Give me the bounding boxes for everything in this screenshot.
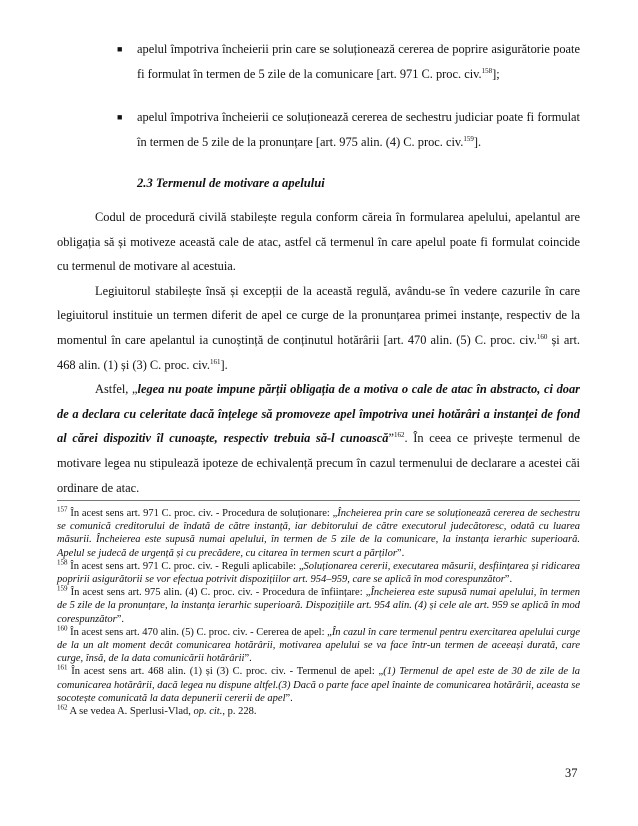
footnote-ref[interactable]: 159 — [463, 134, 474, 143]
footnote: $^{159}$ În acest sens art. 975 alin. (4) C. proc. civ. - Procedura de înființare: „Încheierea este supusă numai apelului, în termen de 5 zile de la pronunțare, la instanța ierarhic superioară. Dispozițiile art. 954 alin. (4) și cele ale art. 959 se aplică în mod corespunzător”. — [57, 584, 580, 625]
bullet-marker: ■ — [117, 112, 123, 122]
footnote-ref[interactable]: 162 — [394, 431, 405, 440]
footnote: $^{162}$ A se vedea A. Sperlusi-Vlad, op. cit., p. 228. — [57, 703, 257, 718]
footnote: $^{160}$ În acest sens art. 470 alin. (5) C. proc. civ. - Cererea de apel: „În cazul în care termenul pentru exercitarea apelului curge de la un alt moment decât comunicarea hotărârii, motivarea apelului se va face într-un termen de aceeași durată, care curge, însă, de la data comunicării hotărârii”. — [57, 624, 580, 665]
bullet-text-end: ]. — [473, 135, 482, 149]
footnote: $^{161}$ În acest sens art. 468 alin. (1) și (3) C. proc. civ. - Termenul de apel: „(1) Termenul de apel este de 30 de zile de la comunicarea hotărârii, dacă legea nu dispune altfel.(3) Dacă o parte face apel înainte de comunicarea hotărârii, aceasta se socotește comunicată la data depunerii cererii de apel”. — [57, 663, 580, 704]
bullet-text: apelul împotriva încheierii prin care se soluționează cererea de poprire asigurătorie poate fi formulat în termen de 5 zile de la comunicare [art. 971 C. proc. civ. — [137, 42, 580, 81]
paragraph: Legiuitorul stabilește însă și excepții de la această regulă, avându-se în vedere cazurile în care legiuitorul instituie un termen diferit de apel ce curge de la pronunțarea primei instanțe, respectiv de la momentul în care apelantul ia cunoștință de conținutul hotărârii [art. 470 alin. (5) C. proc. civ.$^{160}$ și art. 468 alin. (1) și (3) C. proc. civ.$^{161}$]. — [57, 283, 580, 372]
quote: legea nu poate impune părții obligația de a motiva o cale de atac în abstracto, ci doar de a declara cu celeritate dacă înțelege să promoveze apel împotriva unei hotărâri a instanței de fond al cărei dispozitiv îl cunoaște, respectiv trebuia să-l cunoască — [57, 382, 580, 446]
paragraph: Astfel, „legea nu poate impune părții obligația de a motiva o cale de atac în abstracto, ci doar de a declara cu celeritate dacă înțelege să promoveze apel împotriva unei hotărâri a instanței de fond al cărei dispozitiv îl cunoaște, respectiv trebuia să-l cunoască”$^{162}$. În ceea ce privește termenul de motivare legea nu stipulează ipoteze de echivalență precum în cazul termenului de declarare a acestei căi ordinare de atac. — [57, 382, 580, 495]
footnote-ref[interactable]: 158 — [481, 66, 493, 75]
footnote: $^{157}$ În acest sens art. 971 C. proc. civ. - Procedura de soluționare: „Încheierea prin care se soluționează cererea de sechestru se comunică creditorului de îndată de către instanță, iar debitorului de către executorul judecătoresc, odată cu luarea măsurii. Încheierea este supusă numai apelului, în termen de 5 zile de la comunicare, la instanța ierarhic superioară. Apelul se judecă de urgență și cu precădere, cu citarea în termen scurt a părților”. — [57, 505, 580, 559]
paragraph: Codul de procedură civilă stabilește regula conform căreia în formularea apelului, apelantul are obligația să și motiveze această cale de atac, astfel că termenul în care apelul poate fi formulat coincide cu termenul de motivare al acestuia. — [57, 210, 580, 274]
bullet-item-2 — [137, 105, 580, 155]
bullet-item-1 — [137, 37, 580, 87]
bullet-text: apelul împotriva încheierii ce soluționează cererea de sechestru judiciar poate fi formulat în termen de 5 zile de la pronunțare [art. 975 alin. (4) C. proc. civ. — [137, 110, 580, 149]
body-text — [57, 205, 580, 500]
bullet-marker: ■ — [117, 44, 123, 54]
section-heading: 2.3 Termenul de motivare a apelului — [137, 176, 325, 190]
footnote-divider — [57, 500, 580, 501]
footnotes — [57, 507, 580, 718]
footnote-ref[interactable]: 161 — [210, 357, 221, 366]
page-number: 37 — [565, 766, 578, 780]
bullet-text-end: ]; — [492, 67, 500, 81]
footnote-ref[interactable]: 160 — [536, 332, 548, 341]
footnote: $^{158}$ În acest sens art. 971 C. proc. civ. - Reguli aplicabile: „Soluționarea cererii, executarea măsurii, desființarea și ridicarea popririi asigurătorii se vor efectua potrivit dispozițiilor art. 954–959, care se aplică în mod corespunzător”. — [57, 558, 580, 586]
